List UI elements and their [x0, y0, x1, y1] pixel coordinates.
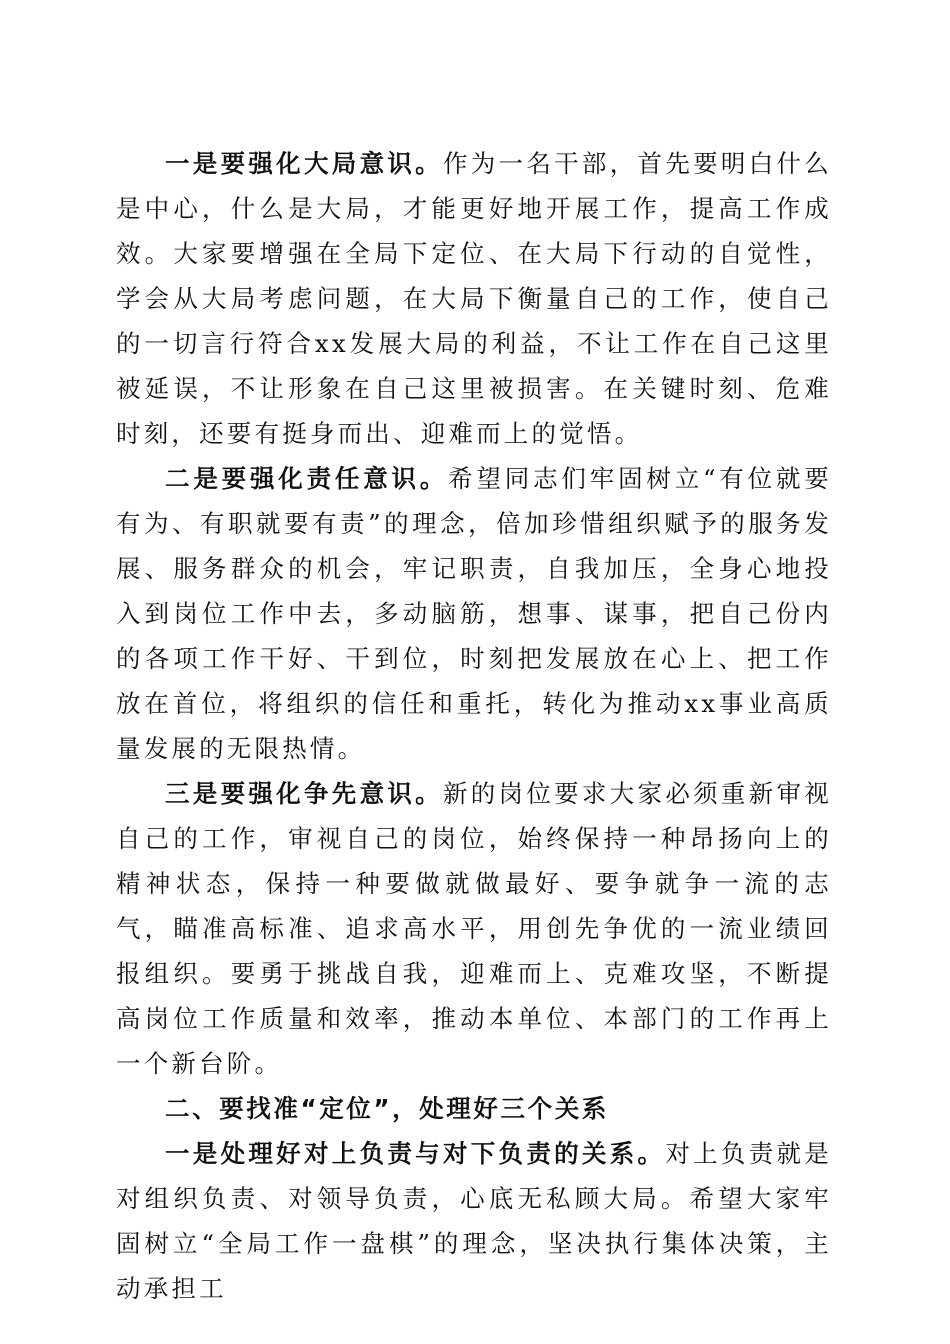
section-heading: 二、要找准“定位”，处理好三个关系: [165, 1094, 609, 1123]
paragraph-lead: 二是要强化责任意识。: [165, 464, 449, 493]
paragraph-big-picture: [116, 141, 832, 456]
paragraph-lead: 一是要强化大局意识。: [165, 149, 443, 178]
paragraph-text: 对上负责就是对组织负责、对领导负责，心底无私顾大局。希望大家牢固树立“全局工作一盘棋”的理念，坚决执行集体决策，主动承担工: [116, 1139, 832, 1303]
document-body: [116, 141, 832, 1311]
paragraph-text: 新的岗位要求大家必须重新审视自己的工作，审视自己的岗位，始终保持一种昂扬向上的精神状态，保持一种要做就做最好、要争就争一流的志气，瞄准高标准、追求高水平，用创先争优的一流业绩回报组织。要勇于挑战自我，迎难而上、克难攻坚，不断提高岗位工作质量和效率，推动本单位、本部门的工作再上一个新台阶。: [116, 779, 832, 1078]
paragraph-text: 作为一名干部，首先要明白什么是中心，什么是大局，才能更好地开展工作，提高工作成效。大家要增强在全局下定位、在大局下行动的自觉性，学会从大局考虑问题，在大局下衡量自己的工作，使自己的一切言行符合xx发展大局的利益，不让工作在自己这里被延误，不让形象在自己这里被损害。在关键时刻、危难时刻，还要有挺身而出、迎难而上的觉悟。: [116, 149, 832, 448]
paragraph-relationships: [116, 1131, 832, 1311]
paragraph-lead: 一是处理好对上负责与对下负责的关系。: [165, 1139, 666, 1168]
paragraph-striving: [116, 771, 832, 1086]
paragraph-lead: 三是要强化争先意识。: [165, 779, 443, 808]
paragraph-text: 希望同志们牢固树立“有位就要有为、有职就要有责”的理念，倍加珍惜组织赋予的服务发展、服务群众的机会，牢记职责，自我加压，全身心地投入到岗位工作中去，多动脑筋，想事、谋事，把自己份内的各项工作干好、干到位，时刻把发展放在心上、把工作放在首位，将组织的信任和重托，转化为推动xx事业高质量发展的无限热情。: [116, 464, 833, 763]
paragraph-responsibility: [116, 456, 832, 771]
